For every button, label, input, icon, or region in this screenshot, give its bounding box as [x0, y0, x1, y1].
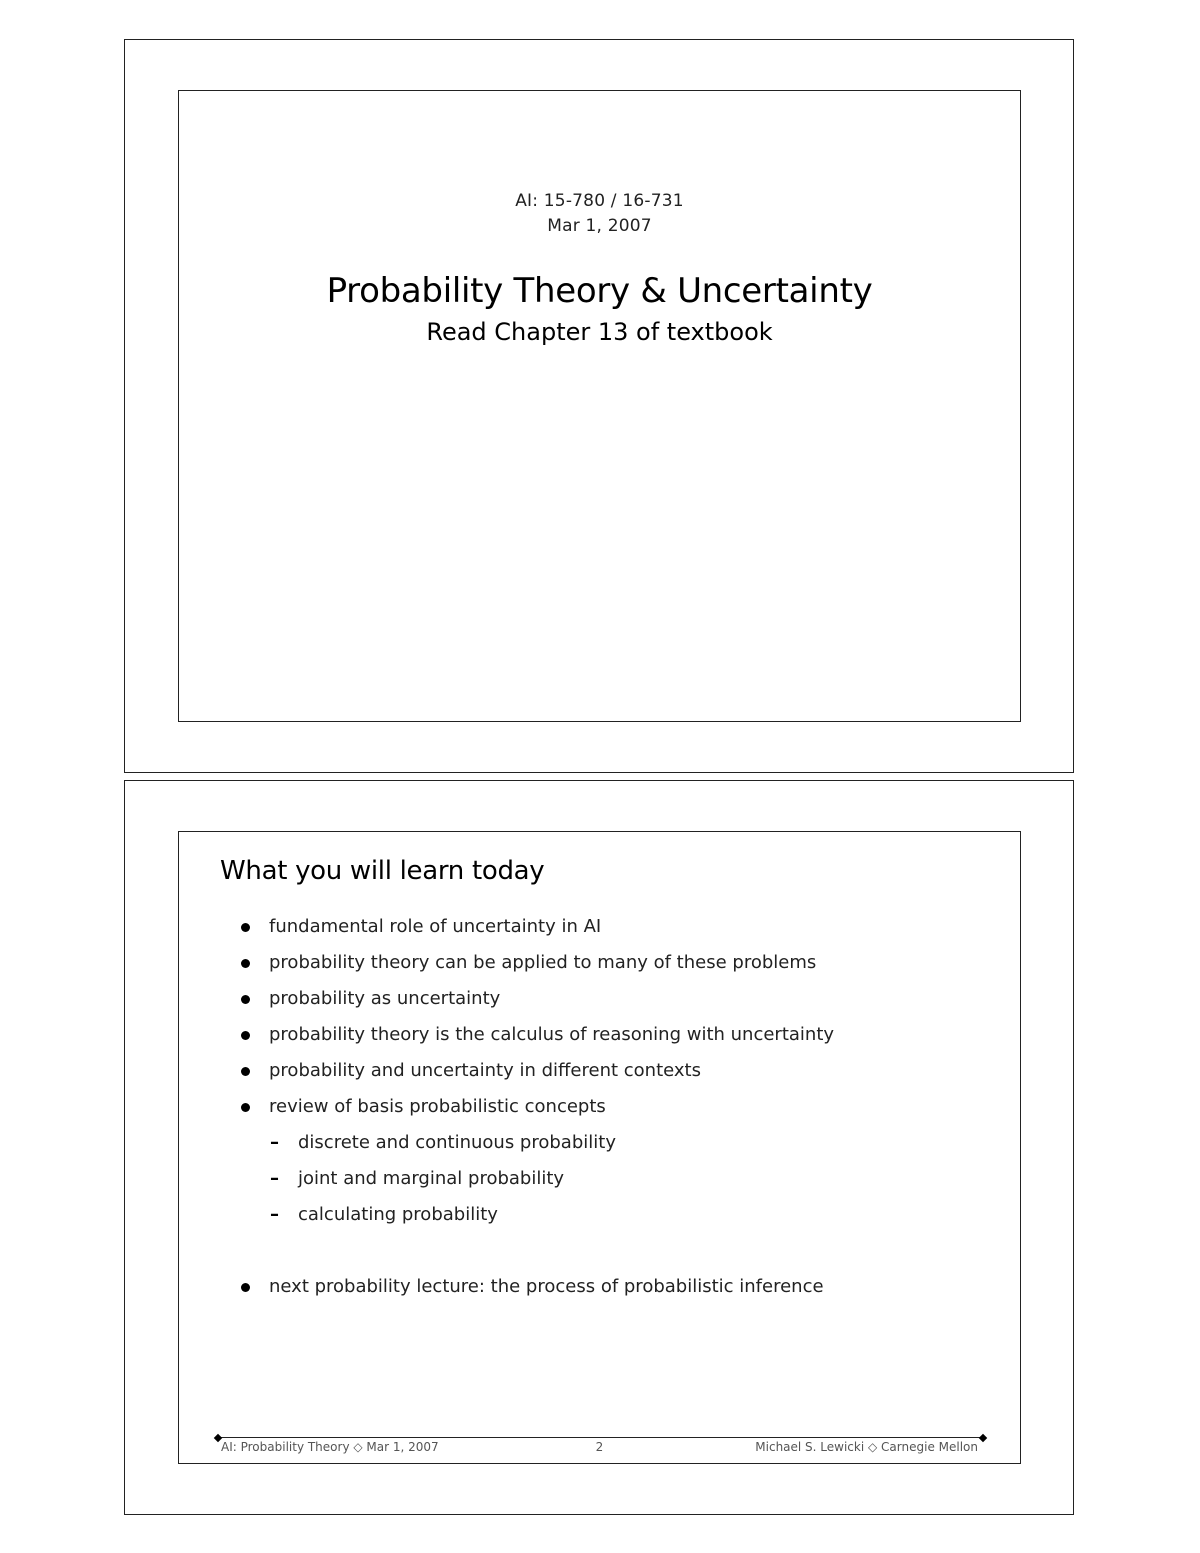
bullet-icon: [241, 1031, 250, 1040]
list-item: [241, 952, 834, 988]
list-item-text: review of basis probabilistic concepts: [269, 1096, 606, 1117]
dash-icon: –: [270, 1204, 279, 1225]
list-item: [241, 1096, 834, 1132]
list-item: [241, 988, 834, 1024]
reading-assignment: Read Chapter 13 of textbook: [426, 318, 773, 346]
list-item-text: probability as uncertainty: [269, 988, 501, 1009]
list-item: [241, 1276, 834, 1312]
list-item-text: fundamental role of uncertainty in AI: [269, 916, 602, 937]
bullet-icon: [241, 1067, 250, 1076]
footer-course-date: AI: Probability Theory ◇ Mar 1, 2007: [221, 1440, 439, 1454]
footer-author: Michael S. Lewicki ◇ Carnegie Mellon: [755, 1440, 978, 1454]
course-code: AI: 15-780 / 16-731: [515, 191, 684, 211]
bullet-icon: [241, 995, 250, 1004]
sub-list-item-text: joint and marginal probability: [298, 1168, 565, 1189]
list-item-text: next probability lecture: the process of probabilistic inference: [269, 1276, 824, 1297]
dash-icon: –: [270, 1132, 279, 1153]
list-item-text: probability theory is the calculus of reasoning with uncertainty: [269, 1024, 835, 1045]
page-number: 2: [595, 1440, 604, 1454]
lecture-title: Probability Theory & Uncertainty: [326, 271, 873, 311]
bullet-icon: [241, 959, 250, 968]
lecture-date: Mar 1, 2007: [547, 216, 652, 236]
sub-list-item: [241, 1168, 834, 1204]
bullet-list: [241, 916, 834, 1312]
list-item: [241, 916, 834, 952]
page-panel-top: [124, 39, 1074, 773]
content-slide: [178, 831, 1021, 1464]
sub-list-item-text: calculating probability: [298, 1204, 498, 1225]
list-item: [241, 1024, 834, 1060]
list-item-text: probability and uncertainty in different contexts: [269, 1060, 701, 1081]
bullet-icon: [241, 1103, 250, 1112]
list-spacer: [241, 1240, 834, 1276]
dash-icon: –: [270, 1168, 279, 1189]
sub-list-item-text: discrete and continuous probability: [298, 1132, 616, 1153]
slide-heading: What you will learn today: [220, 856, 545, 886]
bullet-icon: [241, 1283, 250, 1292]
page-panel-bottom: [124, 780, 1074, 1515]
footer-rule: [218, 1437, 983, 1438]
sub-list-item: [241, 1204, 834, 1240]
list-item: [241, 1060, 834, 1096]
sub-list-item: [241, 1132, 834, 1168]
list-item-text: probability theory can be applied to many of these problems: [269, 952, 817, 973]
title-slide: [178, 90, 1021, 722]
bullet-icon: [241, 923, 250, 932]
